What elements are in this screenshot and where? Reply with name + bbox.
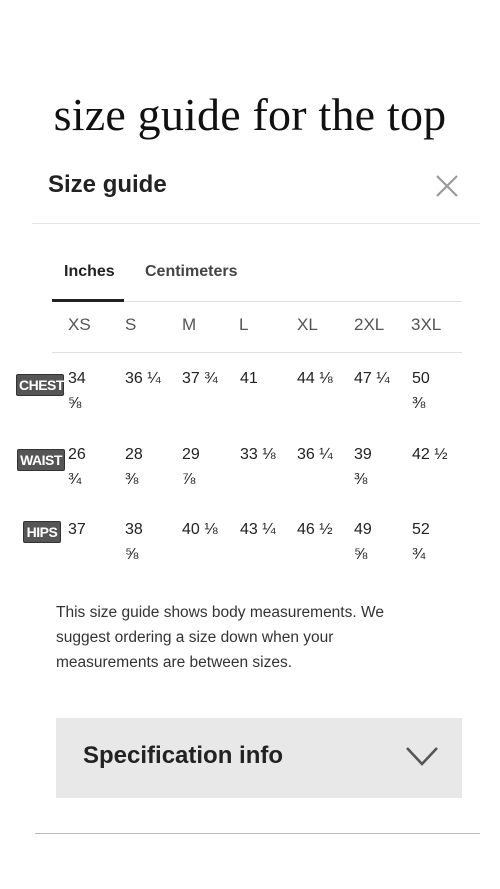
hips-l: 43 ¼ <box>240 521 276 538</box>
column-header-s: S <box>125 315 137 334</box>
chest-xs: 34 ⅝ <box>68 370 86 412</box>
waist-3xl: 42 ½ <box>412 446 448 463</box>
caption-title: size guide for the top <box>53 89 447 140</box>
column-header-2xl: 2XL <box>354 315 385 334</box>
waist-xs: 26 ¾ <box>68 446 86 488</box>
size-guide-dialog <box>32 155 480 855</box>
close-button[interactable] <box>432 171 462 201</box>
hips-3xl: 52 ¾ <box>412 521 430 563</box>
waist-xl: 36 ¼ <box>297 446 333 463</box>
size-guide-note: This size guide shows body measurements. We suggest ordering a size down when your measurements are between sizes. <box>56 604 384 671</box>
tab-centimeters-label: Centimeters <box>145 263 238 280</box>
unit-tabs <box>52 263 462 302</box>
hips-row-tag: HIPS <box>23 521 61 543</box>
dialog-title: Size guide <box>48 171 167 198</box>
waist-row-tag: WAIST <box>17 449 65 471</box>
waist-l: 33 ⅛ <box>240 446 276 463</box>
chest-s: 36 ¼ <box>125 370 161 387</box>
active-tab-underline <box>52 299 124 302</box>
bottom-divider <box>35 833 480 834</box>
chest-l: 41 <box>240 370 258 387</box>
waist-2xl: 39 ⅜ <box>354 446 372 488</box>
hips-s: 38 ⅝ <box>125 521 143 563</box>
table-header-divider <box>52 352 462 353</box>
specification-info-label: Specification info <box>83 742 284 769</box>
chest-3xl: 50 ⅜ <box>412 370 430 412</box>
chest-xl: 44 ⅛ <box>297 370 333 387</box>
hips-2xl: 49 ⅝ <box>354 521 372 563</box>
hips-m: 40 ⅛ <box>182 521 218 538</box>
tab-inches-label: Inches <box>64 263 115 280</box>
waist-m: 29 ⅞ <box>182 446 200 488</box>
chest-2xl: 47 ¼ <box>354 370 390 387</box>
close-icon <box>432 171 462 201</box>
column-header-3xl: 3XL <box>411 315 442 334</box>
tab-centimeters[interactable] <box>145 263 237 301</box>
chest-m: 37 ¾ <box>182 370 218 387</box>
column-header-m: M <box>182 315 197 334</box>
chevron-down-icon <box>404 744 440 768</box>
column-header-xl: XL <box>297 315 318 334</box>
tab-inches[interactable] <box>64 263 115 301</box>
waist-s: 28 ⅜ <box>125 446 143 488</box>
chest-row-tag: CHEST <box>16 374 64 396</box>
specification-info-accordion[interactable] <box>56 718 462 798</box>
hips-xl: 46 ½ <box>297 521 333 538</box>
dialog-header <box>32 155 480 224</box>
column-header-l: L <box>239 315 249 334</box>
hips-xs: 37 <box>68 521 86 538</box>
column-header-xs: XS <box>68 315 91 334</box>
